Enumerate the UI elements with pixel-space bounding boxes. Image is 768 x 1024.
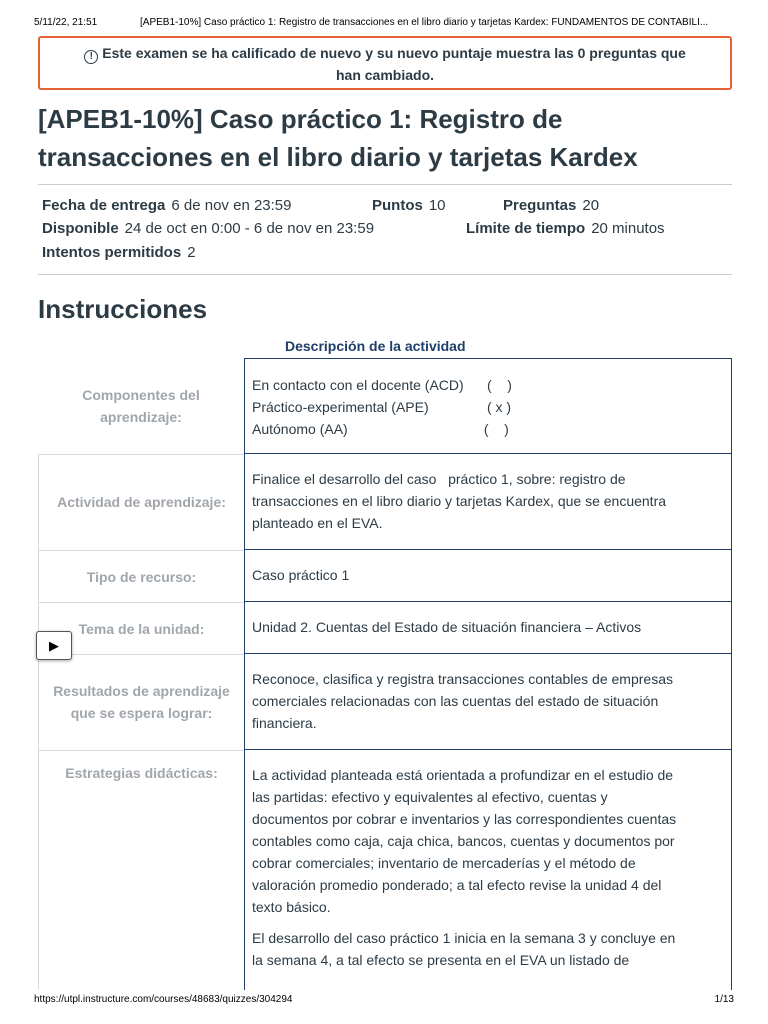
row-label [38,358,244,454]
table-row [38,550,732,602]
meta-available-value: 24 de oct en 0:00 - 6 de nov en 23:59 [124,220,375,237]
row-label [38,654,244,750]
row-value [244,602,732,654]
row-value-line: documentos por cobrar e inventarios y las correspondientes cuentas [252,811,677,827]
table-row [38,454,732,550]
meta-attempts-label: Intentos permitidos [42,244,182,261]
meta-attempts [42,244,196,261]
row-value-line: Unidad 2. Cuentas del Estado de situación financiera – Activos [252,619,642,635]
row-value-line: financiera. [252,715,317,731]
row-label-line: Componentes del [82,387,200,403]
row-value-line: En contacto con el docente (ACD) ( ) [252,377,512,393]
row-value-line: valoración promedio ponderado; a tal efecto revise la unidad 4 del [252,877,662,893]
description-heading: Descripción de la actividad [285,338,466,354]
row-value-line: cobrar comerciales; inventario de mercaderías y el método de [252,855,636,871]
alert-text-2: han cambiado. [335,67,435,83]
print-page-number: 1/13 [714,994,734,1005]
print-doc-title: [APEB1-10%] Caso práctico 1: Registro de transacciones en el libro diario y tarjetas Kardex: FUNDAMENTOS DE CONTABILI... [140,17,709,28]
meta-points-value: 10 [428,197,446,214]
meta-available-label: Disponible [42,220,119,237]
row-value-line: texto básico. [252,899,331,915]
meta-points-label: Puntos [372,197,423,214]
row-label-line: Resultados de aprendizaje [53,683,230,699]
play-button[interactable]: ▶ [36,631,72,660]
row-value-line: La actividad planteada está orientada a profundizar en el estudio de [252,767,674,783]
meta-due-label: Fecha de entrega [42,197,166,214]
row-value [244,454,732,550]
row-value-line: transacciones en el libro diario y tarjetas Kardex, que se encuentra [252,493,667,509]
meta-due [42,197,292,214]
meta-time-limit-label: Límite de tiempo [466,220,586,237]
meta-points [372,197,446,214]
print-url: https://utpl.instructure.com/courses/48683/quizzes/304294 [34,994,293,1005]
table-row [38,654,732,750]
row-label [38,750,244,990]
row-value [244,654,732,750]
meta-time-limit-value: 20 minutos [591,220,665,237]
meta-available [42,220,374,237]
meta-attempts-value: 2 [187,244,196,261]
row-value-line: la semana 4, a tal efecto se presenta en el EVA un listado de [252,952,630,968]
table-row [38,602,732,654]
row-label-line: Actividad de aprendizaje: [57,494,226,510]
print-date: 5/11/22, 21:51 [34,17,98,28]
row-label [38,454,244,550]
row-value-line: comerciales relacionadas con las cuentas del estado de situación [252,693,659,709]
row-label-line: Tipo de recurso: [86,569,197,585]
row-value-line: El desarrollo del caso práctico 1 inicia en la semana 3 y concluye en [252,930,676,946]
row-label-line: Estrategias didácticas: [65,765,218,781]
divider [38,184,732,185]
quiz-title [38,100,738,176]
divider [38,274,732,275]
row-label-line: aprendizaje: [100,409,182,425]
quiz-title-line-2: transacciones en el libro diario y tarjetas Kardex [38,142,638,172]
meta-questions-label: Preguntas [503,197,577,214]
alert-text-1: Este examen se ha calificado de nuevo y su nuevo puntaje muestra las 0 preguntas que [102,45,686,61]
row-value [244,358,732,454]
meta-time-limit [466,220,665,237]
alert-line-1 [40,42,730,64]
row-label [38,550,244,602]
row-value-line: Caso práctico 1 [252,567,350,583]
table-row [38,750,732,990]
row-value-line: contables como caja, caja chica, bancos, cuentas y documentos por [252,833,675,849]
row-value-line: Reconoce, clasifica y registra transacciones contables de empresas [252,671,673,687]
row-value [244,750,732,990]
meta-due-value: 6 de nov en 23:59 [171,197,292,214]
table-row [38,358,732,454]
row-value-line: las partidas: efectivo y equivalentes al efectivo, cuentas y [252,789,608,805]
print-header [0,0,768,28]
row-value-line: Autónomo (AA) ( ) [252,421,509,437]
row-value-line: Finalice el desarrollo del caso práctico 1, sobre: registro de [252,471,626,487]
row-label-line: Tema de la unidad: [78,621,205,637]
warning-icon: ! [84,50,98,64]
quiz-title-line-1: [APEB1-10%] Caso práctico 1: Registro de [38,104,563,134]
row-label-line: que se espera lograr: [70,705,213,721]
meta-questions [503,197,599,214]
instructions-heading: Instrucciones [38,294,208,324]
row-value-line: Práctico-experimental (APE) ( x ) [252,399,512,415]
meta-questions-value: 20 [582,197,600,214]
regrade-alert [38,36,732,90]
row-value [244,550,732,602]
row-value-line: planteado en el EVA. [252,515,383,531]
